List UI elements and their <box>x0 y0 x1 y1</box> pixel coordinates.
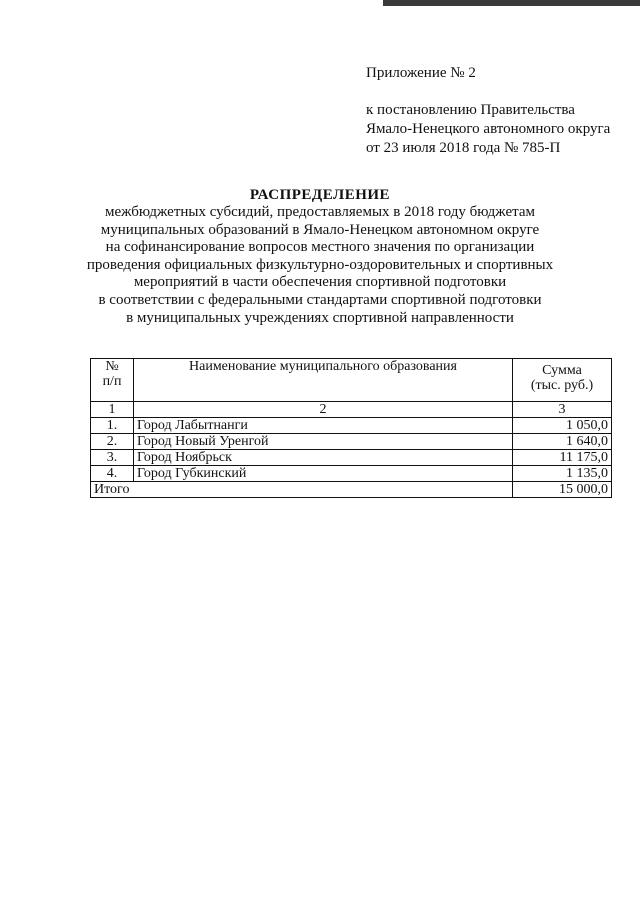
document-title: РАСПРЕДЕЛЕНИЕ <box>249 187 391 203</box>
appendix-ref-line-2: Ямало-Ненецкого автономного округа <box>366 121 611 137</box>
row-num: 4. <box>91 466 134 482</box>
index-cell: 2 <box>134 402 513 418</box>
subtitle-line: мероприятий в части обеспечения спортивной подготовки <box>133 274 507 291</box>
table-header-row <box>91 359 612 402</box>
table-total-row <box>91 482 612 498</box>
distribution-table <box>90 358 612 498</box>
appendix-label: Приложение № 2 <box>366 65 476 81</box>
row-sum: 1 640,0 <box>513 434 612 450</box>
row-num: 3. <box>91 450 134 466</box>
subtitle-line: межбюджетных субсидий, предоставляемых в 2018 году бюджетам <box>104 204 536 220</box>
index-cell: 1 <box>91 402 134 418</box>
row-sum: 1 135,0 <box>513 466 612 482</box>
subtitle-line: в соответствии с федеральными стандартами спортивной подготовки <box>98 291 542 308</box>
row-name: Город Губкинский <box>134 466 513 482</box>
row-name: Город Лабытнанги <box>134 418 513 434</box>
row-name: Город Новый Уренгой <box>134 434 513 450</box>
table-row <box>91 466 612 482</box>
table-row <box>91 418 612 434</box>
total-label: Итого <box>91 482 513 498</box>
scan-edge-mark <box>383 0 640 6</box>
total-sum: 15 000,0 <box>513 482 612 498</box>
table-row <box>91 434 612 450</box>
header-sum-cell <box>513 359 612 402</box>
subtitle-line: проведения официальных физкультурно-оздоровительных и спортивных <box>86 256 554 273</box>
row-sum: 11 175,0 <box>513 450 612 466</box>
header-sum-line-2: (тыс. руб.) <box>530 378 594 393</box>
row-sum: 1 050,0 <box>513 418 612 434</box>
table-row <box>91 450 612 466</box>
header-num-line-1: № <box>105 359 119 374</box>
row-num: 2. <box>91 434 134 450</box>
index-cell: 3 <box>513 402 612 418</box>
document-heading <box>0 186 640 327</box>
row-num: 1. <box>91 418 134 434</box>
appendix-ref-line-1: к постановлению Правительства <box>366 102 575 118</box>
header-sum-line-1: Сумма <box>542 363 582 378</box>
row-name: Город Ноябрьск <box>134 450 513 466</box>
subtitle-line: муниципальных образований в Ямало-Ненецком автономном округе <box>100 221 540 238</box>
header-num-cell <box>91 359 134 402</box>
table-index-row <box>91 402 612 418</box>
subtitle-line: в муниципальных учреждениях спортивной направленности <box>126 309 514 326</box>
subtitle-line: на софинансирование вопросов местного значения по организации <box>105 239 535 256</box>
header-num-line-2: п/п <box>102 374 122 389</box>
appendix-ref-line-3: от 23 июля 2018 года № 785-П <box>366 140 561 156</box>
header-name-cell: Наименование муниципального образования <box>134 359 513 402</box>
appendix-block <box>366 64 610 158</box>
